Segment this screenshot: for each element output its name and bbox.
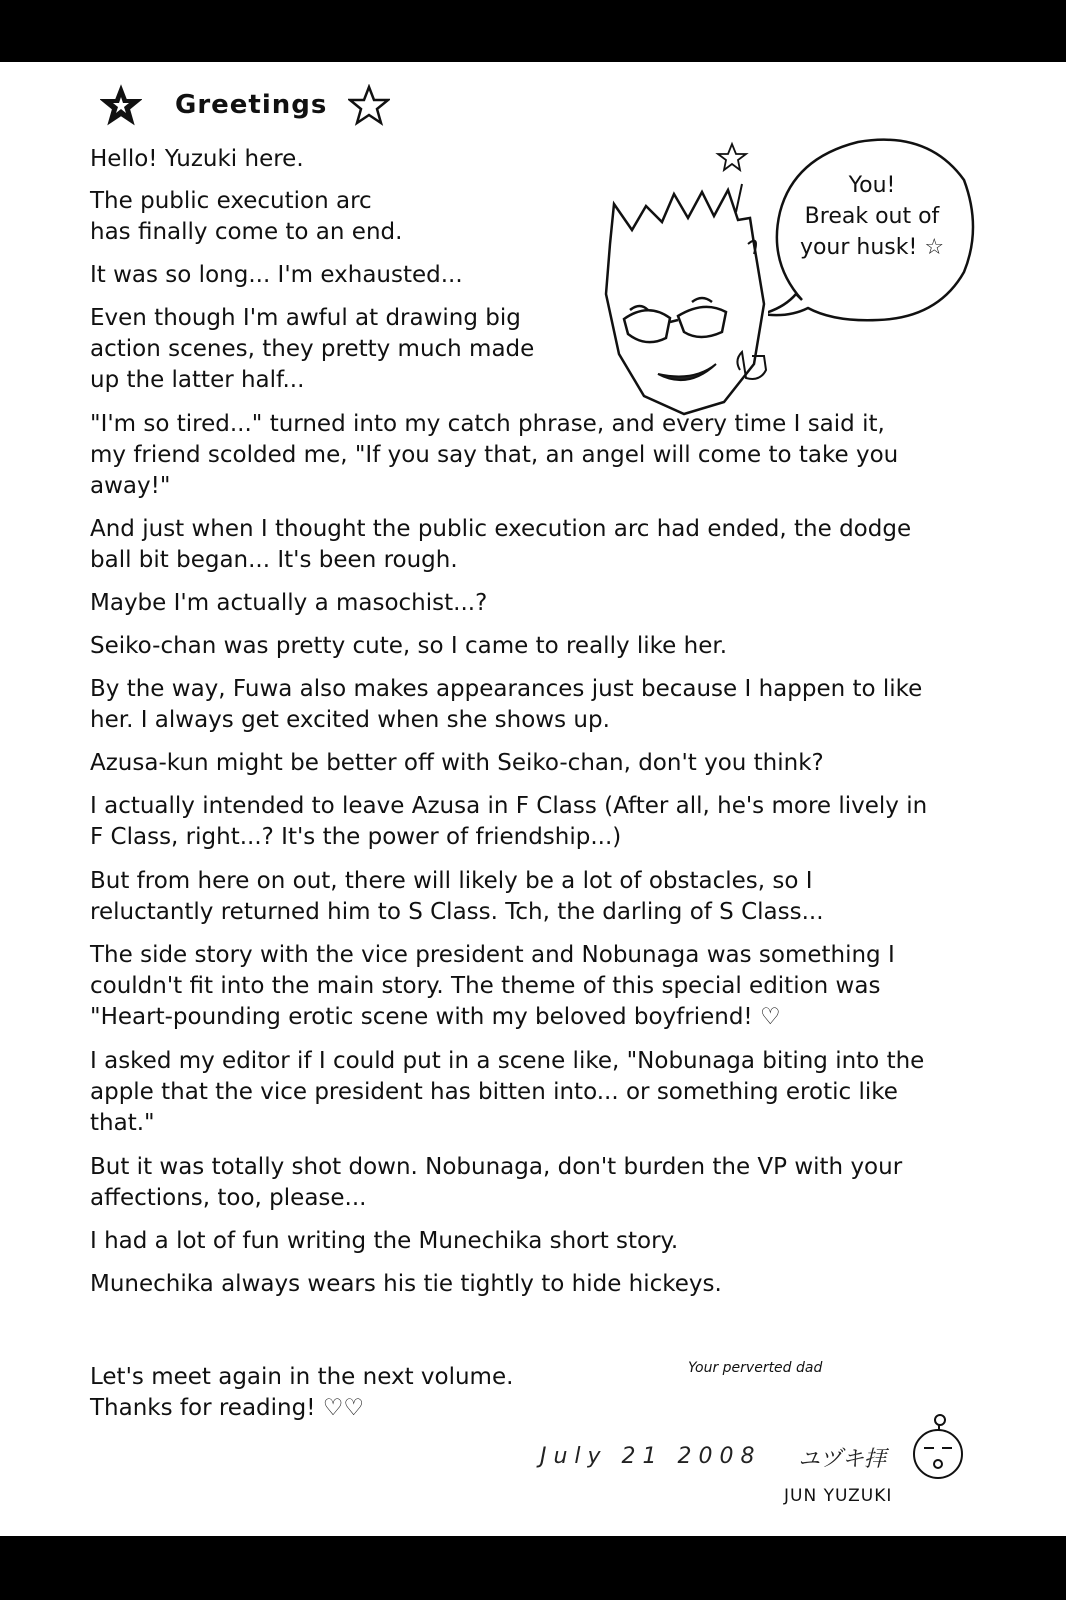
paragraph-greeting: Hello! Yuzuki here.	[90, 146, 304, 172]
greetings-header	[100, 84, 420, 134]
paragraph-closing: Let's meet again in the next volume. Thanks for reading! ♡♡	[90, 1364, 514, 1421]
signature-japanese: ユヅキ拝	[798, 1447, 887, 1472]
paragraph-arc-end: The public execution arc has finally come to an end.	[90, 188, 403, 245]
author-name: JUN YUZUKI	[784, 1486, 893, 1506]
paragraph-fuwa: By the way, Fuwa also makes appearances just because I happen to like her. I always get excited when she shows up.	[90, 676, 923, 733]
signoff-caption: Your perverted dad	[688, 1360, 823, 1376]
paragraph-munechika-tie: Munechika always wears his tie tightly to hide hickeys.	[90, 1271, 722, 1297]
page-title: Greetings	[175, 90, 328, 120]
paragraph-dodge-ball: And just when I thought the public execution arc had ended, the dodge ball bit began... It's been rough.	[90, 516, 912, 573]
bubble-line: your husk! ☆	[799, 235, 945, 260]
paragraph-exhausted: It was so long... I'm exhausted...	[90, 262, 463, 288]
paragraph-masochist: Maybe I'm actually a masochist...?	[90, 590, 488, 616]
paragraph-catch-phrase: "I'm so tired..." turned into my catch phrase, and every time I said it, my friend scolded me, "If you say that, an angel will come to take you away!"	[90, 411, 899, 499]
paragraph-shot-down: But it was totally shot down. Nobunaga, don't burden the VP with your affections, too, please...	[90, 1154, 903, 1211]
star-outline-icon	[348, 84, 390, 126]
bubble-line: You!	[848, 173, 896, 198]
paragraph-s-class: But from here on out, there will likely be a lot of obstacles, so I reluctantly returned him to S Class. Tch, the darling of S Class...	[90, 868, 824, 925]
author-mini-face-icon	[906, 1412, 970, 1482]
paragraph-seiko-chan: Seiko-chan was pretty cute, so I came to really like her.	[90, 633, 728, 659]
paragraph-side-story: The side story with the vice president and Nobunaga was something I couldn't fit into the main story. The theme of this special edition was "Heart-pounding erotic scene with my beloved boyfriend! ♡	[90, 942, 895, 1030]
star-icon	[100, 84, 142, 126]
paragraph-azusa-kun: Azusa-kun might be better off with Seiko-chan, don't you think?	[90, 750, 824, 776]
signature-date: July 21 2008	[540, 1444, 762, 1469]
paragraph-f-class: I actually intended to leave Azusa in F Class (After all, he's more lively in F Class, right...? It's the power of friendship...)	[90, 793, 928, 850]
afterword-page	[0, 62, 1066, 1536]
paragraph-editor-request: I asked my editor if I could put in a scene like, "Nobunaga biting into the apple that the vice president has bitten into... or something erotic like that."	[90, 1048, 925, 1136]
paragraph-action-scenes: Even though I'm awful at drawing big action scenes, they pretty much made up the latter half...	[90, 305, 535, 393]
bubble-line: Break out of	[804, 204, 940, 229]
speech-bubble-text	[782, 170, 962, 263]
paragraph-munechika-story: I had a lot of fun writing the Munechika short story.	[90, 1228, 679, 1254]
